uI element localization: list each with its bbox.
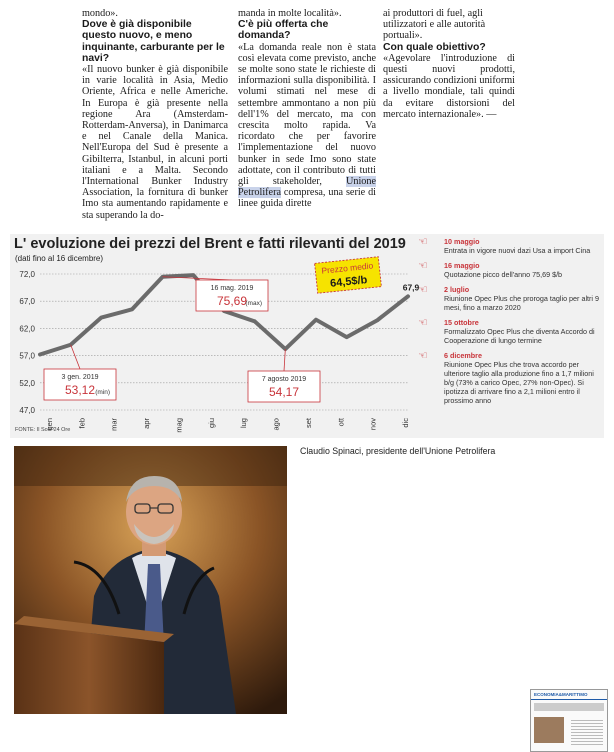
event-item — [416, 237, 604, 255]
event-date: 15 ottobre — [444, 318, 479, 327]
event-date: 10 maggio — [444, 237, 480, 246]
pointing-hand-icon: ☜ — [418, 260, 428, 272]
x-tick-label: ott — [336, 418, 346, 427]
x-tick-label: mag — [174, 418, 184, 433]
avg-price-label: Prezzo medio — [320, 260, 374, 276]
answer-text-part: «La domanda reale non è stata così elevata come previsto, anche se molte sono state le richieste di informazioni sulla disponibilità. I volumi stimati nel mese di settembre ammontano a non più dell'1% del mercato, ma con crescita molto rapida. Va ricordato che per favorire l'implementazione del nuovo bunker in sede Imo sono state adottate, con il contributo di tutti gli stakeholder, — [238, 41, 376, 188]
x-tick-label: ago — [271, 418, 281, 431]
question-heading: Con quale obiettivo? — [383, 41, 486, 53]
highlighted-text[interactable]: Unione Petrolifera — [238, 176, 376, 199]
callout-value: 75,69 — [216, 294, 248, 308]
x-tick-label: apr — [142, 418, 152, 429]
speaker-illustration — [14, 446, 287, 714]
article-column-2 — [238, 8, 376, 210]
x-tick-label: gen — [45, 418, 54, 431]
event-date: 16 maggio — [444, 261, 480, 270]
article-column-3 — [383, 8, 515, 120]
thumbnail-header: ECONOMIA&MARITTIMO — [531, 690, 607, 700]
photo-caption: Claudio Spinaci, presidente dell'Unione Petrolifera — [300, 446, 496, 456]
event-text: Riunione Opec Plus che proroga taglio per altri 9 mesi, fino a marzo 2020 — [444, 294, 600, 312]
x-tick-label: feb — [77, 418, 87, 429]
article-column-1 — [82, 8, 228, 221]
answer-text — [238, 42, 376, 210]
pointing-hand-icon: ☜ — [418, 317, 428, 329]
brent-line-chart — [10, 260, 420, 434]
callout-date: 7 agosto 2019 — [261, 376, 307, 383]
x-tick-label: dic — [401, 418, 410, 428]
column-lead: mondo». — [82, 8, 118, 19]
event-text: Riunione Opec Plus che trova accordo per ulteriore taglio alla produzione fino a 1,7 milioni b/g (73% a carico Opec, 27% non-Opec). Si ipotizza di arrivare fino a 2,1 milioni entro il prossimo anno — [444, 360, 594, 405]
event-item — [416, 285, 604, 312]
callout-value: 54,17 — [268, 385, 300, 399]
column-lead: ai produttori di fuel, agli utilizzatori e alle autorità portuali». — [383, 8, 486, 42]
x-tick-label: set — [303, 418, 313, 429]
thumbnail-body — [534, 703, 604, 711]
event-text: Entrata in vigore nuovi dazi Usa a import Cina — [444, 246, 591, 255]
avg-price-value: 64,5$/b — [329, 274, 368, 290]
chart-title: L' evoluzione dei prezzi del Brent e fatti rilevanti del 2019 — [14, 236, 406, 252]
y-tick-label: 47,0 — [19, 406, 35, 415]
answer-text-part: compresa, una serie di linee guida dirette — [238, 187, 376, 210]
callout-leader — [284, 349, 285, 371]
x-tick-label: nov — [368, 418, 378, 431]
thumbnail-image — [534, 717, 564, 743]
event-date: 6 dicembre — [444, 351, 482, 360]
x-tick-label: lug — [239, 418, 249, 429]
events-list — [416, 237, 604, 411]
y-tick-label: 67,0 — [19, 297, 35, 307]
y-tick-label: 52,0 — [19, 378, 35, 388]
y-tick-label: 57,0 — [19, 351, 35, 361]
callout-unit: (min) — [95, 389, 110, 396]
event-date: 2 luglio — [444, 285, 470, 294]
chart-source: FONTE: Il Sole 24 Ore — [15, 427, 71, 433]
event-item — [416, 261, 604, 279]
callout-value: 53,12 — [64, 383, 96, 397]
event-text: Quotazione picco dell'anno 75,69 $/b — [444, 270, 563, 279]
y-tick-label: 62,0 — [19, 324, 35, 334]
end-value-label: 67,9 — [402, 282, 420, 293]
portrait-photo — [14, 446, 287, 714]
thumbnail-text — [571, 720, 603, 746]
event-item — [416, 351, 604, 405]
callout-date: 16 mag. 2019 — [210, 285, 254, 292]
y-tick-label: 72,0 — [19, 270, 35, 279]
answer-text: «Agevolare l'introduzione di questi nuovi prodotti, assicurando condizioni uniformi a livello mondiale, tali quindi da evitare distorsioni del mercato internazionale». — — [383, 52, 515, 120]
callout-leader — [71, 345, 80, 369]
callout-unit: (max) — [245, 300, 262, 307]
column-lead: manda in molte località». — [238, 8, 342, 19]
event-text: Formalizzato Opec Plus che diventa Accordo di Cooperazione di lungo termine — [444, 327, 595, 345]
event-item — [416, 318, 604, 345]
question-heading: Dove è già disponibile questo nuovo, e meno inquinante, carburante per le navi? — [82, 19, 225, 64]
pointing-hand-icon: ☜ — [418, 284, 428, 296]
x-tick-label: mar — [109, 418, 119, 431]
page-thumbnail[interactable] — [530, 689, 608, 752]
pointing-hand-icon: ☜ — [418, 236, 428, 248]
chart-subtitle: (dati fino al 16 dicembre) — [15, 254, 104, 263]
question-heading: C'è più offerta che domanda? — [238, 19, 329, 42]
x-tick-label: giu — [206, 418, 216, 429]
callout-date: 3 gen. 2019 — [61, 374, 99, 381]
pointing-hand-icon: ☜ — [418, 350, 428, 362]
answer-text: «Il nuovo bunker è già disponibile in varie località in Asia, Medio Oriente, Africa e nelle Americhe. In Europa è già presente nella regione Ara (Amsterdam-Rotterdam-Anversa), in Danimarca e nel Canale della Manica. Nell'Europa del Sud è presente a Gibilterra, Istanbul, in alcuni porti italiani e a Malta. Secondo l'International Bunker Industry Association, la fornitura di bunker Imo sta aumentando rapidamente e sta superando la do- — [82, 64, 228, 221]
